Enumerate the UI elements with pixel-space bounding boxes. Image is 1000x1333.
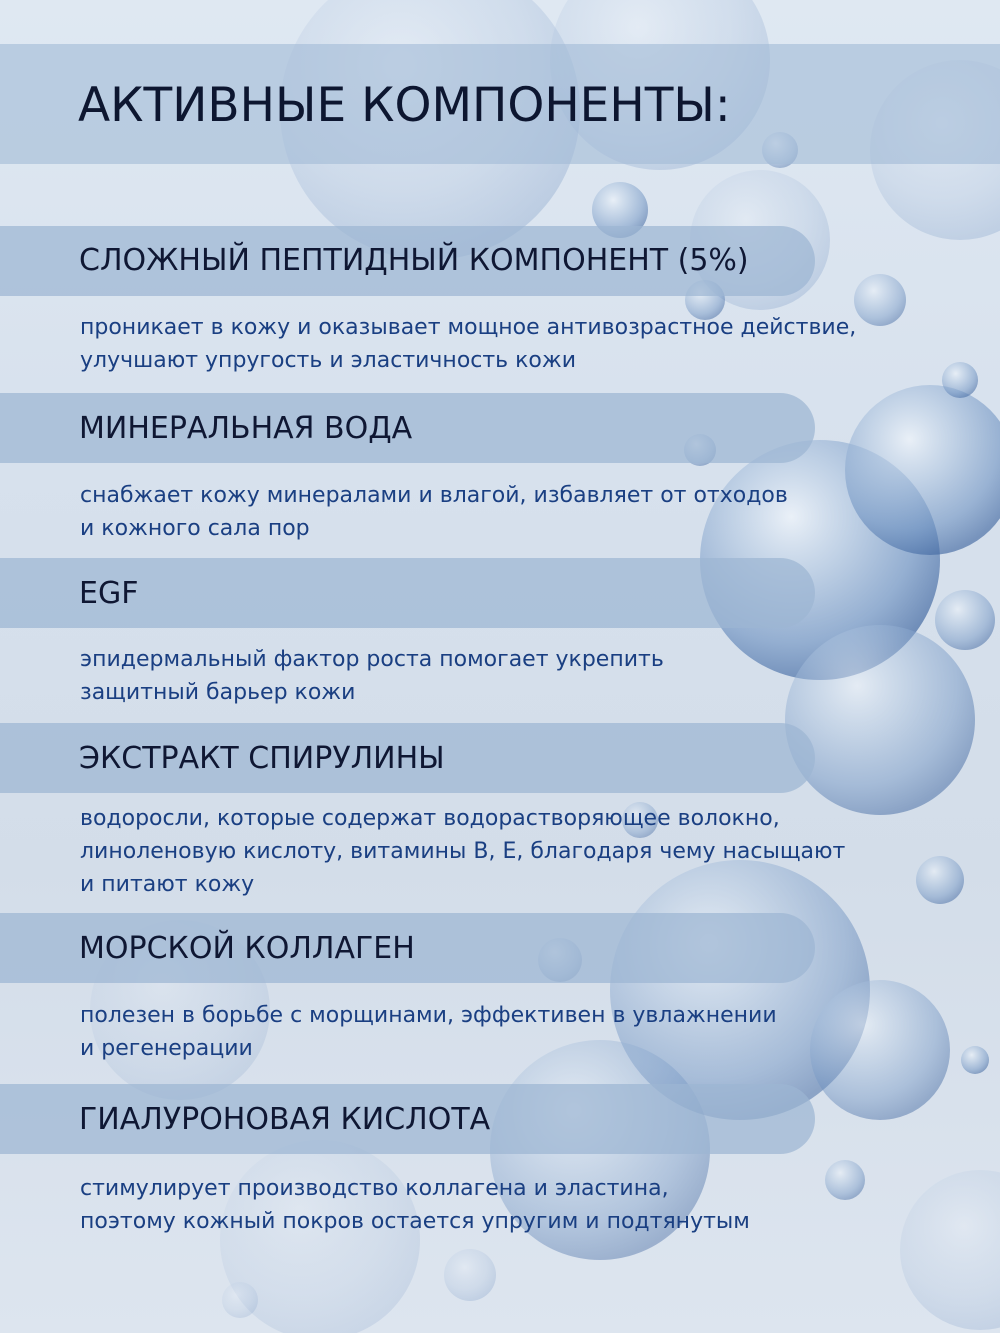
component-description-line: линоленовую кислоту, витамины В, Е, благодаря чему насыщают xyxy=(80,839,846,864)
component-description-line: и кожного сала пор xyxy=(80,516,310,541)
component-description-line: улучшают упругость и эластичность кожи xyxy=(80,348,577,373)
component-description-line: и питают кожу xyxy=(80,872,255,897)
component-description-line: поэтому кожный покров остается упругим и подтянутым xyxy=(80,1209,750,1234)
component-description-line: водоросли, которые содержат водорастворяющее волокно, xyxy=(80,806,780,831)
component-description-line: проникает в кожу и оказывает мощное антивозрастное действие, xyxy=(80,315,857,340)
component-description-line: защитный барьер кожи xyxy=(80,680,356,705)
component-description-line: полезен в борьбе с морщинами, эффективен в увлажнении xyxy=(80,1003,777,1028)
component-description-line: и регенерации xyxy=(80,1036,253,1061)
component-description-line: снабжает кожу минералами и влагой, избавляет от отходов xyxy=(80,483,788,508)
component-heading: МИНЕРАЛЬНАЯ ВОДА xyxy=(79,411,413,446)
component-heading: МОРСКОЙ КОЛЛАГЕН xyxy=(79,931,415,966)
page-title: АКТИВНЫЕ КОМПОНЕНТЫ: xyxy=(78,78,731,133)
component-heading: СЛОЖНЫЙ ПЕПТИДНЫЙ КОМПОНЕНТ (5%) xyxy=(79,243,749,278)
component-heading: ГИАЛУРОНОВАЯ КИСЛОТА xyxy=(79,1102,491,1137)
component-heading: ЭКСТРАКТ СПИРУЛИНЫ xyxy=(79,741,445,776)
component-description-line: стимулирует производство коллагена и эластина, xyxy=(80,1176,669,1201)
component-description-line: эпидермальный фактор роста помогает укрепить xyxy=(80,647,664,672)
component-heading: EGF xyxy=(79,576,139,611)
